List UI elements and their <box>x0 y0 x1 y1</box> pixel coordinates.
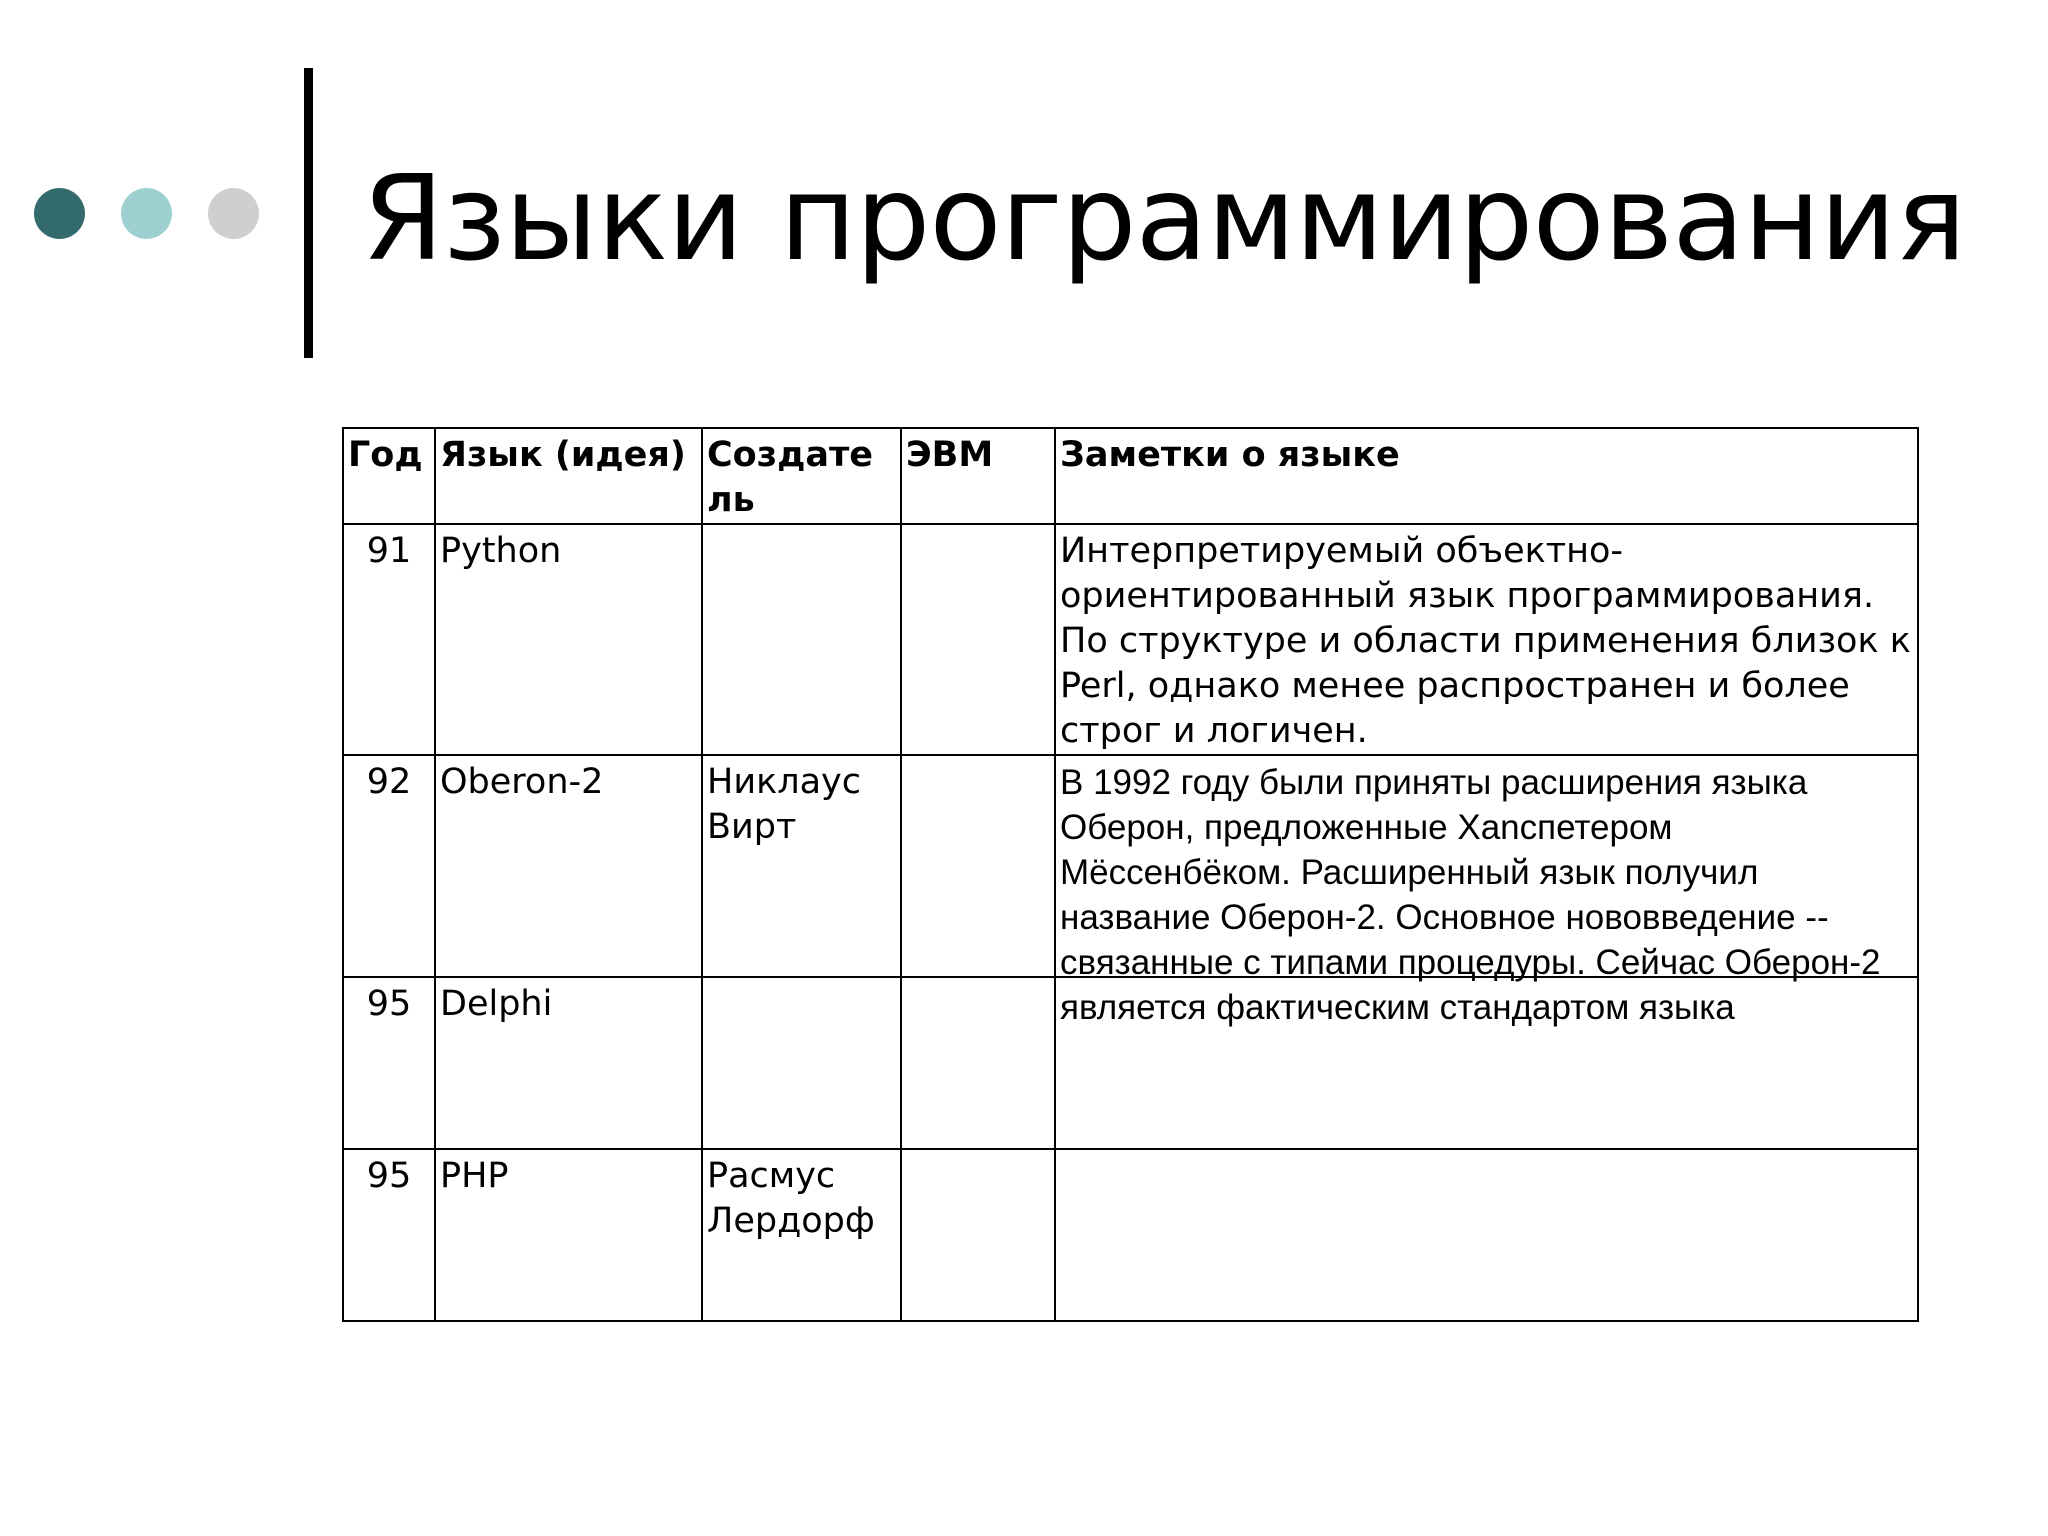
cell-computer <box>901 524 1055 755</box>
header-language: Язык (идея) <box>435 428 702 524</box>
decorative-dot-gray <box>208 188 259 239</box>
cell-language: Python <box>435 524 702 755</box>
languages-table <box>342 427 1919 1322</box>
slide-title: Языки программирования <box>362 149 1966 287</box>
title-divider-bar <box>304 68 313 358</box>
header-creator: Создатель <box>702 428 901 524</box>
table-row <box>343 1149 1918 1321</box>
cell-year: 95 <box>343 977 435 1149</box>
header-computer: ЭВМ <box>901 428 1055 524</box>
cell-computer <box>901 1149 1055 1321</box>
cell-language: Oberon-2 <box>435 755 702 977</box>
cell-notes <box>1055 1149 1918 1321</box>
table-row <box>343 755 1918 977</box>
decorative-dot-dark <box>34 188 85 239</box>
cell-year: 95 <box>343 1149 435 1321</box>
cell-computer <box>901 755 1055 977</box>
cell-creator <box>702 977 901 1149</box>
cell-creator <box>702 524 901 755</box>
cell-creator: Расмус Лердорф <box>702 1149 901 1321</box>
cell-creator: Никлаус Вирт <box>702 755 901 977</box>
header-year: Год <box>343 428 435 524</box>
cell-year: 91 <box>343 524 435 755</box>
table-header-row <box>343 428 1918 524</box>
cell-computer <box>901 977 1055 1149</box>
cell-notes: Интерпретируемый объектно-ориентированный язык программирования. По структуре и области применения близок к Perl, однако менее распространен и более строг и логичен. <box>1055 524 1918 755</box>
header-notes: Заметки о языке <box>1055 428 1918 524</box>
decorative-dot-light <box>121 188 172 239</box>
cell-language: Delphi <box>435 977 702 1149</box>
cell-notes-container: В 1992 году были приняты расширения языка Оберон, предложенные Хanспетером Мёссенбёком. Расширенный язык получил название Оберон-2. Основное нововведение -- связанные с типами процедуры. Сейчас Оберон-2 является фактическим стандартом языка <box>1055 755 1918 977</box>
cell-language: PHP <box>435 1149 702 1321</box>
table-row <box>343 524 1918 755</box>
cell-year: 92 <box>343 755 435 977</box>
